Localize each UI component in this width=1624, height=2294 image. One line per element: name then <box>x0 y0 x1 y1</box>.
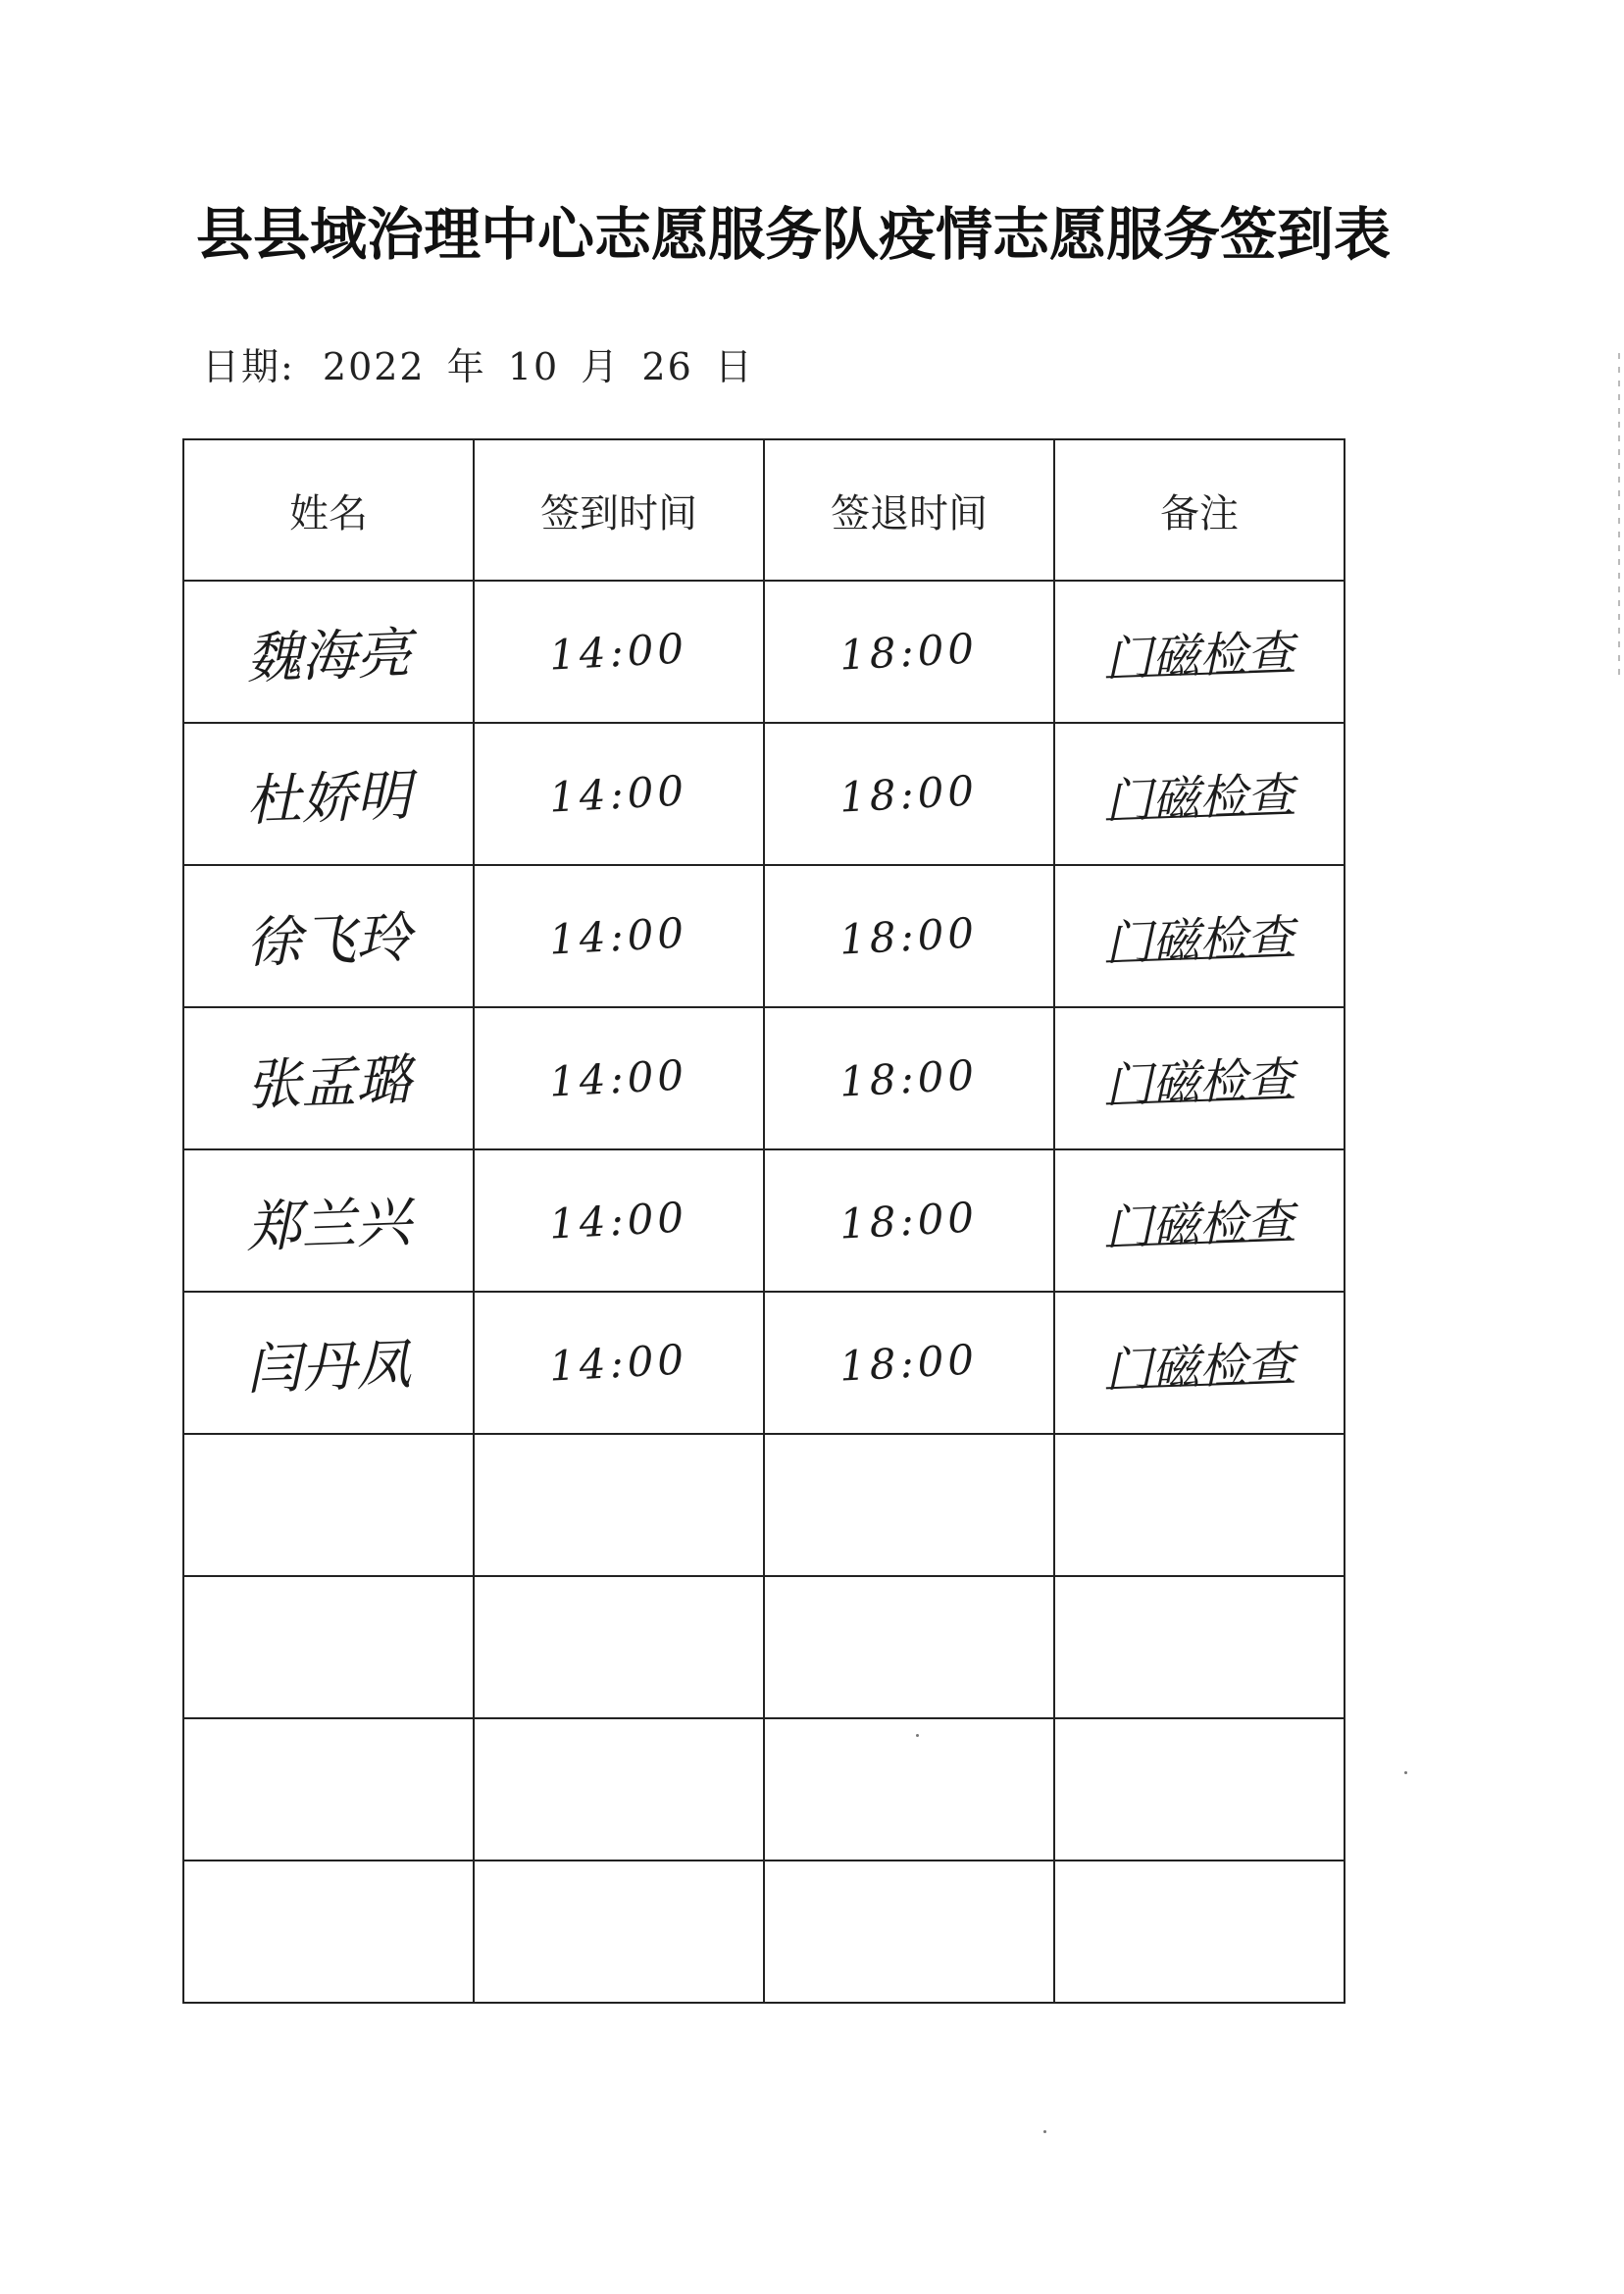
note-cell <box>1054 1718 1345 1861</box>
handwritten-sign-in: 14:00 <box>548 766 689 822</box>
name-cell <box>183 1576 474 1718</box>
signin-sheet <box>182 438 1345 2002</box>
table-header-row <box>183 439 1345 581</box>
date-label: 日期: <box>202 345 295 388</box>
date-day-unit: 日 <box>714 345 754 388</box>
note-cell <box>1054 581 1345 723</box>
table-row <box>183 1007 1345 1149</box>
header-note: 备注 <box>1054 439 1345 581</box>
name-cell <box>183 865 474 1007</box>
handwritten-name: 魏海亮 <box>245 621 413 691</box>
table-row <box>183 1149 1345 1292</box>
date-line <box>202 336 754 390</box>
handwritten-sign-out: 18:00 <box>838 1050 980 1106</box>
handwritten-sign-in: 14:00 <box>548 1193 689 1249</box>
sign-out-cell <box>764 1861 1054 2003</box>
note-cell <box>1054 1007 1345 1149</box>
handwritten-sign-out: 18:00 <box>838 908 980 964</box>
sign-out-cell <box>764 1149 1054 1292</box>
name-cell <box>183 581 474 723</box>
document-title: 县县域治理中心志愿服务队疫情志愿服务签到表 <box>196 201 1392 268</box>
handwritten-note: 门磁检查 <box>1104 625 1295 688</box>
handwritten-note: 门磁检查 <box>1104 1194 1295 1256</box>
handwritten-sign-in: 14:00 <box>548 908 689 964</box>
table-row <box>183 1861 1345 2003</box>
sign-out-cell <box>764 865 1054 1007</box>
handwritten-sign-out: 18:00 <box>838 766 980 822</box>
date-year: 2022 <box>322 345 426 388</box>
handwritten-sign-out: 18:00 <box>838 1193 980 1249</box>
handwritten-sign-out: 18:00 <box>838 624 980 680</box>
sign-in-cell <box>474 1149 764 1292</box>
handwritten-name: 郑兰兴 <box>245 1190 413 1260</box>
sign-out-cell <box>764 1292 1054 1434</box>
note-cell <box>1054 1149 1345 1292</box>
handwritten-note: 门磁检查 <box>1104 1336 1295 1399</box>
table-row <box>183 723 1345 865</box>
sign-in-cell <box>474 1007 764 1149</box>
header-name: 姓名 <box>183 439 474 581</box>
table-row <box>183 1576 1345 1718</box>
date-month: 10 <box>507 345 560 388</box>
signin-table <box>182 438 1345 2004</box>
table-row <box>183 865 1345 1007</box>
note-cell <box>1054 723 1345 865</box>
sign-in-cell <box>474 865 764 1007</box>
name-cell <box>183 723 474 865</box>
name-cell <box>183 1861 474 2003</box>
date-month-unit: 月 <box>581 345 621 388</box>
note-cell <box>1054 1434 1345 1576</box>
note-cell <box>1054 1292 1345 1434</box>
sign-out-cell <box>764 1576 1054 1718</box>
date-year-unit: 年 <box>446 345 486 388</box>
date-day: 26 <box>641 345 693 388</box>
handwritten-sign-in: 14:00 <box>548 624 689 680</box>
sign-out-cell <box>764 1007 1054 1149</box>
handwritten-note: 门磁检查 <box>1104 909 1295 972</box>
name-cell <box>183 1007 474 1149</box>
header-sign-out-time: 签退时间 <box>764 439 1054 581</box>
table-row <box>183 1292 1345 1434</box>
name-cell <box>183 1718 474 1861</box>
sign-in-cell <box>474 581 764 723</box>
handwritten-name: 张孟璐 <box>245 1047 413 1118</box>
handwritten-name: 杜娇明 <box>245 763 413 834</box>
handwritten-name: 徐飞玲 <box>245 905 413 976</box>
sign-in-cell <box>474 1576 764 1718</box>
sign-out-cell <box>764 1434 1054 1576</box>
note-cell <box>1054 865 1345 1007</box>
note-cell <box>1054 1576 1345 1718</box>
name-cell <box>183 1149 474 1292</box>
name-cell <box>183 1292 474 1434</box>
header-sign-in-time: 签到时间 <box>474 439 764 581</box>
sign-in-cell <box>474 723 764 865</box>
name-cell <box>183 1434 474 1576</box>
table-row <box>183 1718 1345 1861</box>
sign-out-cell <box>764 581 1054 723</box>
handwritten-sign-in: 14:00 <box>548 1050 689 1106</box>
note-cell <box>1054 1861 1345 2003</box>
handwritten-note: 门磁检查 <box>1104 1051 1295 1114</box>
sign-in-cell <box>474 1292 764 1434</box>
scan-edge-mark <box>1618 353 1620 677</box>
sign-in-cell <box>474 1434 764 1576</box>
sign-in-cell <box>474 1718 764 1861</box>
handwritten-sign-in: 14:00 <box>548 1335 689 1391</box>
sign-out-cell <box>764 1718 1054 1861</box>
handwritten-note: 门磁检查 <box>1104 767 1295 830</box>
handwritten-sign-out: 18:00 <box>838 1335 980 1391</box>
sign-out-cell <box>764 723 1054 865</box>
handwritten-name: 闫丹凤 <box>245 1332 413 1402</box>
table-row <box>183 1434 1345 1576</box>
sign-in-cell <box>474 1861 764 2003</box>
table-row <box>183 581 1345 723</box>
